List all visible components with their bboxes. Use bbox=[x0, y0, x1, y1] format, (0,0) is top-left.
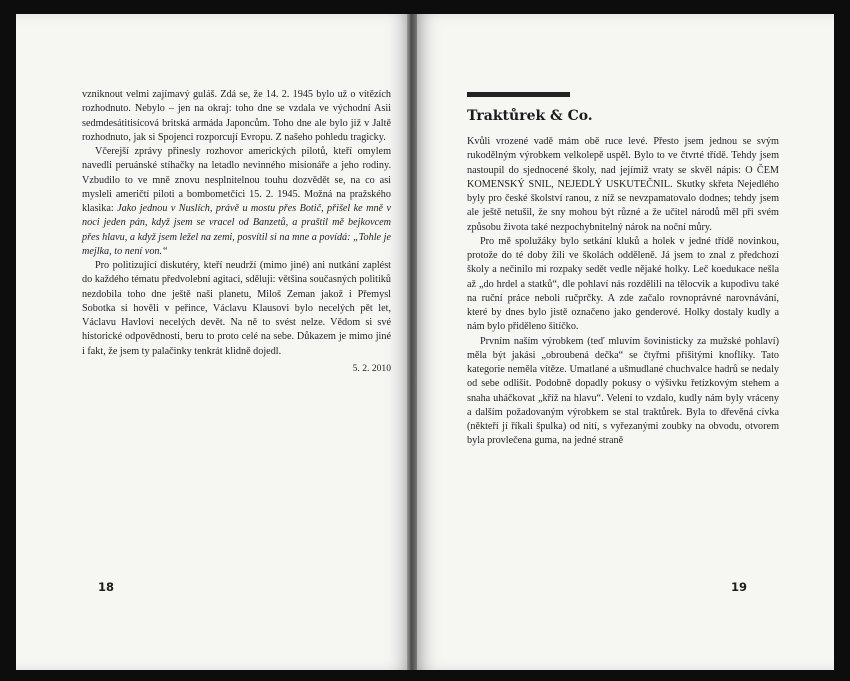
paragraph-text: Včerejší zprávy přinesly rozhovor amerických pilotů, kteří omylem navedli peruánské stíhačky na letadlo nevinného misionáře a jeho rodiny. Vzbudilo to ve mně znovu nesplnitelnou touhu dozvědět se, na co asi mysleli američtí piloti a bombometčíci 15. 2. 1945. Možná na pražského klasika: bbox=[82, 146, 391, 214]
left-page bbox=[16, 14, 412, 670]
paragraph: vzniknout velmi zajímavý guláš. Zdá se, že 14. 2. 1945 bylo už o vítězích rozhodnuto. Nebylo – jen na okraj: toho dne se vzdala ve východní Asii sedmdesátitisícová britská armáda Japoncům. Toho dne ale bylo již v Jaltě rozhodnuto, jak si Spojenci rozporcují Evropu. Z našeho pohledu tragicky. bbox=[82, 89, 391, 143]
paragraph bbox=[82, 145, 391, 259]
page-number: 18 bbox=[98, 580, 115, 594]
left-text-column bbox=[82, 88, 391, 376]
right-text-column bbox=[467, 135, 779, 449]
page-number: 19 bbox=[731, 580, 748, 594]
paragraph: Prvním naším výrobkem (teď mluvím šovinisticky za mužské pohlaví) měla být jakási „obroubená dečka“ se čtyřmi přišitými knoflíky. Tato kategorie neměla vítěze. Umatlané a ušmudlané chuchvalce hadrů se nedaly od sebe odlišit. Podobně dopadly pokusy o výšivku řetízkovým stehem a snaha uháčkovat „kříž na hlavu“. Velení to vzdalo, kudly nám byly vráceny a dalším požadovaným výrobkem se stal traktůrek. Byla to dřevěná cívka (někteří jí říkali špulka) od nití, s vyřezanými zoubky na obvodu, otvorem byla provlečena guma, na jedné straně bbox=[467, 335, 779, 447]
quotation: Jako jednou v Nuslích, právě u mostu přes Botič, přišel ke mně v noci jeden pán, když jsem se vracel od Banzetů, a praštil mě bejkovcem přes hlavu, a když jsem ležel na zemi, posvítil si na mne a povídá: „Tohle je mejlka, to není von.“ bbox=[82, 203, 392, 257]
paragraph: Kvůli vrozené vadě mám obě ruce levé. Přesto jsem jednou se svým rukodělným výrobkem velkolepě uspěl. Bylo to ve čtvrté třídě. Tehdy jsem nastoupil do sjednocené školy, nad jejímiž vraty se skvěl nápis: O ČEM KOMENSKÝ SNIL, NEJEDLÝ USKUTEČNIL. Skutky skřeta Nejedlého byly pro české školství ranou, z níž se nevzpamatovalo dodnes; tehdy jsem ale ještě netušil, že sny mohou být různé a že učitel národů měl při svém způsobu života také nezpochybnitelný nárok na noční můry. bbox=[467, 136, 779, 233]
chapter-heading: Traktůrek & Co. bbox=[467, 108, 593, 124]
right-page bbox=[412, 14, 834, 670]
heading-rule bbox=[467, 92, 570, 97]
date: 5. 2. 2010 bbox=[352, 362, 391, 374]
paragraph: Pro mě spolužáky bylo setkání kluků a holek v jedné třídě novinkou, protože do té doby žili ve školách odděleně. Já jsem to znal z předchozí školy a nečinilo mi rozpaky sedět vedle nějaké holky. Leč koedukace nešla až „do hrdel a statků“, dle pohlaví nás rozdělili na tělocvik a kupodivu také na ruční práce neboli ručprčky. A zde začalo rovnoprávné narovnávání, které by dnes bylo jistě označeno jako genderové. Holky dostaly kudly a nám bylo přiděleno šitíčko. bbox=[467, 235, 779, 333]
book-gutter bbox=[407, 14, 417, 670]
paragraph: Pro politizující diskutéry, kteří neudrží (mimo jiné) ani nutkání zaplést do každého tématu předvolební agitaci, sděluji: většina současných politiků nezdobila toho dne ještě naši planetu, Miloš Zeman jakož i Přemysl Sobotka si hověli v peřince, Václavu Klausovi bylo necelých pět let, Václavu Havlovi necelých devět. Na ně to svést nelze. Vědom si své historické odpovědnosti, beru to proto celé na sebe. Důkazem je mimo jiné i fakt, že jsem ty palačinky tenkrát klidně dojedl. bbox=[82, 260, 391, 357]
